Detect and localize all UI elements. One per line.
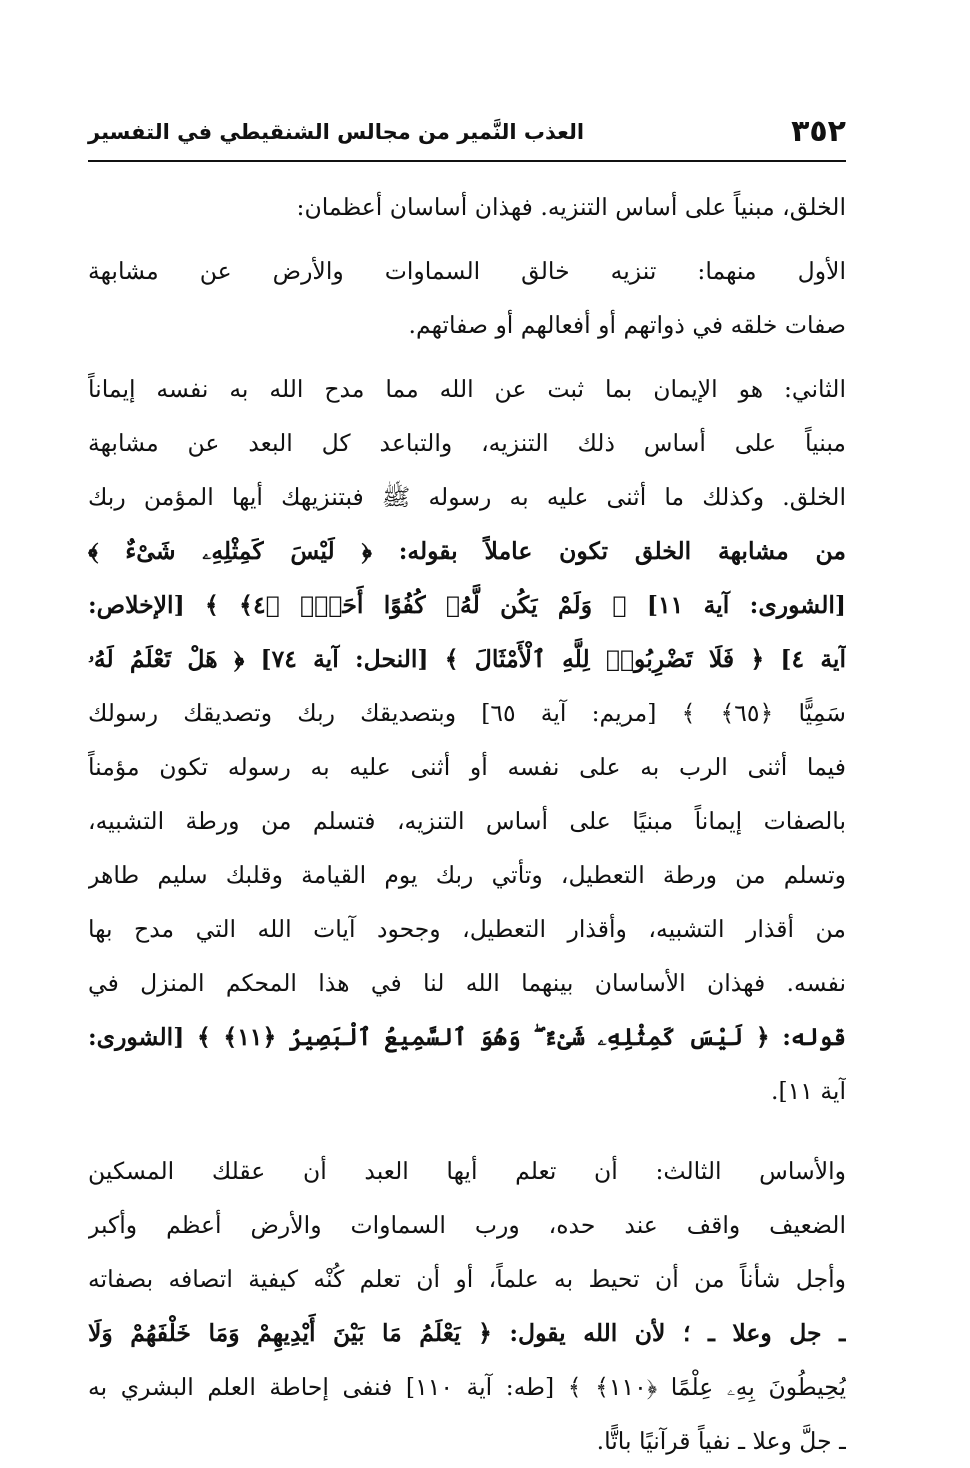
text-line: من مشابهة الخلق تكون عاملاً بقوله: ﴿ لَيْسَ كَمِثْلِهِۦ شَىْءٌ ﴾	[88, 537, 846, 565]
page-number: ٣٥٢	[791, 114, 846, 149]
text-line: بالصفات إيماناً مبنيًا على أساس التنزيه، فتسلم من ورطة التشبيه،	[88, 807, 846, 835]
text-line: والأساس الثالث: أن تعلم أيها العبد أن عقلك المسكين	[88, 1157, 846, 1185]
text-line: الخلق. وكذلك ما أثنى عليه به رسوله ﷺ فبتنزيهك أيها المؤمن ربك	[88, 483, 846, 511]
text-line: صفات خلقه في ذواتهم أو أفعالهم أو صفاتهم.	[408, 311, 846, 339]
paragraph-gap	[88, 352, 846, 362]
text-line: آية ٤] ﴿ فَلَا تَضْرِبُوا۟ لِلَّهِ ٱلْأَمْثَالَ ﴾ [النحل: آية ٧٤] ﴿ هَلْ تَعْلَمُ لَهُۥ	[88, 645, 846, 673]
text-line: ـ جل وعلا ـ ؛ لأن الله يقول: ﴿ يَعْلَمُ مَا بَيْنَ أَيْدِيهِمْ وَمَا خَلْفَهُمْ وَلَا	[88, 1319, 846, 1347]
running-title: العذب النَّمير من مجالس الشنقيطي في التفسير	[88, 120, 585, 144]
text-line: قوله: ﴿ لَيْسَ كَمِثْلِهِۦ شَىْءٌ ۖ وَهُوَ ٱلسَّمِيعُ ٱلْبَصِيرُ ﴿١١﴾ ﴾ [الشورى:	[88, 1023, 846, 1051]
text-line: الضعيف واقف عند حده، ورب السماوات والأرض أعظم وأكبر	[88, 1211, 846, 1239]
paragraph-gap	[88, 1118, 846, 1144]
text-line: ـ جلَّ وعلا ـ نفياً قرآنيًا باتًّا.	[596, 1427, 846, 1455]
text-line: [الشورى: آية ١١] ﴿ وَلَمْ يَكُن لَّهُۥ كُفُوًا أَحَدٌۢ ﴿٤﴾ ﴾ [الإخلاص:	[88, 591, 846, 619]
text-line: نفسه. فهذان الأساسان بينهما الله لنا في هذا المحكم المنزل في	[88, 969, 846, 997]
body-text	[88, 180, 846, 1468]
text-line: وأجل شأناً من أن تحيط به علماً، أو أن تعلم كُنْه كيفية اتصافه بصفاته	[88, 1265, 846, 1293]
text-line: الأول منهما: تنزيه خالق السماوات والأرض عن مشابهة	[88, 257, 846, 285]
text-line: الخلق، مبنياً على أساس التنزيه. فهذان أساسان أعظمان:	[296, 193, 846, 221]
paragraph-gap	[88, 234, 846, 244]
text-line: آية ١١].	[770, 1077, 846, 1105]
page-header	[88, 100, 846, 156]
text-line: الثاني: هو الإيمان بما ثبت عن الله مما مدح الله به نفسه إيماناً	[88, 375, 846, 403]
text-line: سَمِيًّا ﴿٦٥﴾ ﴾ [مريم: آية ٦٥] وبتصديقك ربك وتصديقك رسولك	[88, 699, 846, 727]
text-line: يُحِيطُونَ بِهِۦ عِلْمًا ﴿١١٠﴾ ﴾ [طه: آية ١١٠] فنفى إحاطة العلم البشري به	[88, 1373, 846, 1401]
text-line: وتسلم من ورطة التعطيل، وتأتي ربك يوم القيامة وقلبك سليم طاهر	[88, 861, 846, 889]
text-line: فيما أثنى الرب به على نفسه أو أثنى عليه به رسوله تكون مؤمناً	[88, 753, 846, 781]
text-line: من أقذار التشبيه، وأقذار التعطيل، وجحود آيات الله التي مدح بها	[88, 915, 846, 943]
header-rule	[88, 160, 846, 162]
text-line: مبنياً على أساس ذلك التنزيه، والتباعد كل البعد عن مشابهة	[88, 429, 846, 457]
